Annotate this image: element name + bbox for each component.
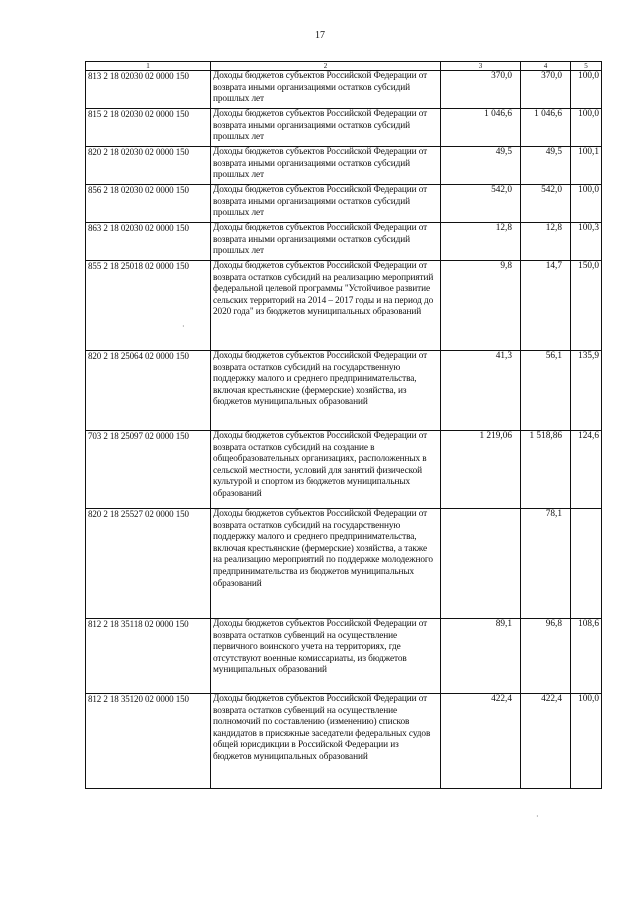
col3-value-cell: 1 046,6 (441, 109, 521, 147)
col3-value-cell: 542,0 (441, 185, 521, 223)
col5-percent-cell: 108,6 (571, 619, 602, 694)
budget-code-cell: 820 2 18 25527 02 0000 150 (86, 509, 211, 619)
col5-percent-cell: 100,0 (571, 71, 602, 109)
column-number-3: 3 (441, 62, 521, 71)
col4-value-cell: 12,8 (521, 223, 571, 261)
col4-value-cell: 542,0 (521, 185, 571, 223)
col3-value-cell: 12,8 (441, 223, 521, 261)
column-number-5: 5 (571, 62, 602, 71)
budget-code-cell: 812 2 18 35118 02 0000 150 (86, 619, 211, 694)
col5-percent-cell: 124,6 (571, 431, 602, 509)
revenue-name-cell: Доходы бюджетов субъектов Российской Федерации от возврата иными организациями остатков субсидий прошлых лет (211, 109, 441, 147)
col4-value-cell: 1 046,6 (521, 109, 571, 147)
column-number-2: 2 (211, 62, 441, 71)
table-row (86, 694, 602, 789)
table-row (86, 261, 602, 351)
col5-percent-cell: 100,0 (571, 109, 602, 147)
table-row (86, 351, 602, 431)
table-row (86, 147, 602, 185)
col3-value-cell: 89,1 (441, 619, 521, 694)
col3-value-cell: 9,8 (441, 261, 521, 351)
revenue-name-cell: Доходы бюджетов субъектов Российской Федерации от возврата иными организациями остатков субсидий прошлых лет (211, 147, 441, 185)
budget-code-cell: 703 2 18 25097 02 0000 150 (86, 431, 211, 509)
col3-value-cell: 41,3 (441, 351, 521, 431)
col4-value-cell: 422,4 (521, 694, 571, 789)
revenue-name-cell: Доходы бюджетов субъектов Российской Федерации от возврата остатков субвенций на осуществление полномочий по составлению (изменению) списков кандидатов в присяжные заседатели федеральных судов общей юрисдикции в Российской Федерации из бюджетов муниципальных образований (211, 694, 441, 789)
column-number-1: 1 (86, 62, 211, 71)
budget-code-cell: 820 2 18 02030 02 0000 150 (86, 147, 211, 185)
col3-value-cell (441, 509, 521, 619)
revenue-name-cell: Доходы бюджетов субъектов Российской Федерации от возврата остатков субсидий на государственную поддержку малого и среднего предпринимательства, включая крестьянские (фермерские) хозяйства, а также на реализацию мероприятий по поддержке молодежного предпринимательства из бюджетов муниципальных образований (211, 509, 441, 619)
budget-code-cell: 813 2 18 02030 02 0000 150 (86, 71, 211, 109)
budget-code-cell: 856 2 18 02030 02 0000 150 (86, 185, 211, 223)
scan-speck: · (182, 322, 185, 331)
revenue-name-cell: Доходы бюджетов субъектов Российской Федерации от возврата иными организациями остатков субсидий прошлых лет (211, 185, 441, 223)
table-row (86, 619, 602, 694)
budget-code-cell: 812 2 18 35120 02 0000 150 (86, 694, 211, 789)
col4-value-cell: 56,1 (521, 351, 571, 431)
budget-code-cell: 863 2 18 02030 02 0000 150 (86, 223, 211, 261)
budget-code-cell: 855 2 18 25018 02 0000 150 (86, 261, 211, 351)
table-row (86, 431, 602, 509)
table-body (86, 71, 602, 789)
col5-percent-cell: 100,3 (571, 223, 602, 261)
col5-percent-cell: 100,0 (571, 694, 602, 789)
col4-value-cell: 14,7 (521, 261, 571, 351)
table-row (86, 109, 602, 147)
budget-code-cell: 815 2 18 02030 02 0000 150 (86, 109, 211, 147)
revenue-name-cell: Доходы бюджетов субъектов Российской Федерации от возврата остатков субвенций на осуществление первичного воинского учета на территориях, где отсутствуют военные комиссариаты, из бюджетов муниципальных образований (211, 619, 441, 694)
table-row (86, 223, 602, 261)
table-header-row (86, 62, 602, 71)
column-number-4: 4 (521, 62, 571, 71)
revenue-name-cell: Доходы бюджетов субъектов Российской Федерации от возврата остатков субсидий на государственную поддержку малого и среднего предпринимательства, включая крестьянские (фермерские) хозяйства, из бюджетов муниципальных образований (211, 351, 441, 431)
col4-value-cell: 370,0 (521, 71, 571, 109)
table-row (86, 509, 602, 619)
col4-value-cell: 49,5 (521, 147, 571, 185)
col3-value-cell: 370,0 (441, 71, 521, 109)
page-number: 17 (315, 30, 325, 41)
col5-percent-cell: 100,0 (571, 185, 602, 223)
revenue-name-cell: Доходы бюджетов субъектов Российской Федерации от возврата иными организациями остатков субсидий прошлых лет (211, 223, 441, 261)
col4-value-cell: 1 518,86 (521, 431, 571, 509)
budget-code-cell: 820 2 18 25064 02 0000 150 (86, 351, 211, 431)
revenue-name-cell: Доходы бюджетов субъектов Российской Федерации от возврата остатков субсидий на реализацию мероприятий федеральной целевой программы "Устойчивое развитие сельских территорий на 2014 – 2017 годы и на период до 2020 года" из бюджетов муниципальных образований (211, 261, 441, 351)
col5-percent-cell: 150,0 (571, 261, 602, 351)
col5-percent-cell: 100,1 (571, 147, 602, 185)
col3-value-cell: 1 219,06 (441, 431, 521, 509)
col3-value-cell: 422,4 (441, 694, 521, 789)
col4-value-cell: 96,8 (521, 619, 571, 694)
col5-percent-cell: 135,9 (571, 351, 602, 431)
scan-speck: · (536, 812, 539, 821)
table-row (86, 71, 602, 109)
budget-revenue-table (85, 61, 602, 789)
col5-percent-cell (571, 509, 602, 619)
revenue-name-cell: Доходы бюджетов субъектов Российской Федерации от возврата иными организациями остатков субсидий прошлых лет (211, 71, 441, 109)
revenue-name-cell: Доходы бюджетов субъектов Российской Федерации от возврата остатков субсидий на создание в общеобразовательных организациях, расположенных в сельской местности, условий для занятий физической культурой и спортом из бюджетов муниципальных образований (211, 431, 441, 509)
table-row (86, 185, 602, 223)
col4-value-cell: 78,1 (521, 509, 571, 619)
col3-value-cell: 49,5 (441, 147, 521, 185)
